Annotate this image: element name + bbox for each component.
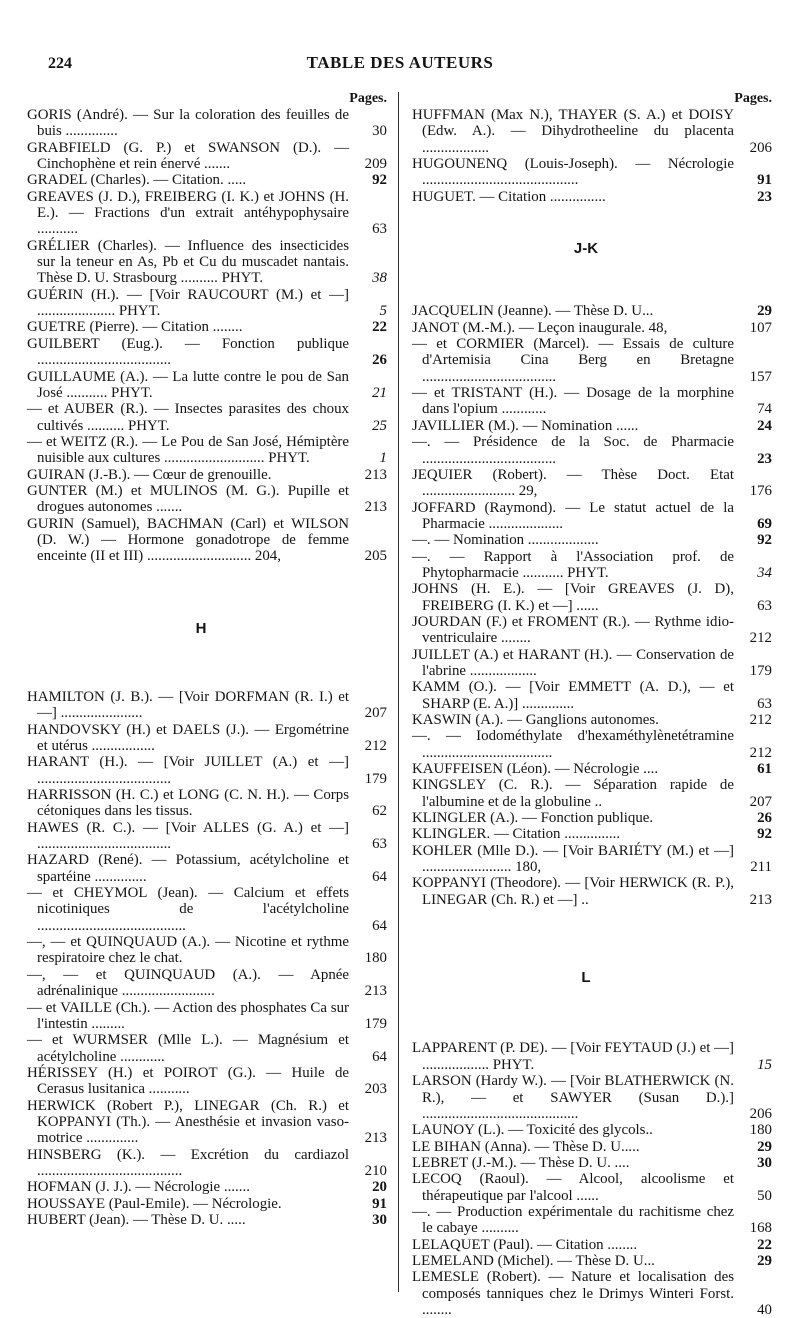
pages-label-left: Pages. xyxy=(349,91,387,106)
entry-text: GRADEL (Charles). — Citation. ..... xyxy=(27,172,247,189)
index-entry xyxy=(412,1171,772,1204)
entry-text: GRABFIELD (G. P.) et SWANSON (D.). — Cinchophène et rein énervé ....... xyxy=(27,139,349,173)
index-entry xyxy=(412,777,772,810)
entry-page-number: 63 xyxy=(372,221,387,238)
index-entry xyxy=(412,1040,772,1073)
entry-text: HOUSSAYE (Paul-Emile). — Nécrologie. xyxy=(27,1195,282,1212)
entry-page-number: 207 xyxy=(749,793,772,810)
entry-page-number: 5 xyxy=(379,303,387,320)
index-entry xyxy=(27,172,387,189)
entry-text: GUILBERT (Eug.). — Fonction publique .................................... xyxy=(27,335,349,369)
entry-page-number: 180 xyxy=(364,950,387,967)
index-entry xyxy=(412,761,772,778)
entry-text: HOFMAN (J. J.). — Nécrologie ....... xyxy=(27,1179,250,1196)
index-entry xyxy=(412,842,772,876)
entry-text: —. — Iodométhylate d'hexaméthylènetétramine ................................... xyxy=(412,728,734,761)
left-column xyxy=(27,91,387,1228)
entry-page-number: 92 xyxy=(757,826,772,843)
entry-page-number: 176 xyxy=(749,483,772,500)
entry-text: LAPPARENT (P. DE). — [Voir FEYTAUD (J.) et —] .................. PHYT. xyxy=(412,1040,734,1073)
index-entry xyxy=(27,1146,387,1180)
entry-text: HAMILTON (J. B.). — [Voir DORFMAN (R. I.) et —] ...................... xyxy=(27,688,349,722)
index-entry xyxy=(412,107,772,156)
entry-text: — et WURMSER (Mlle L.). — Magnésium et acétylcholine ............ xyxy=(27,1032,349,1065)
index-entry xyxy=(412,679,772,712)
entry-text: GRÉLIER (Charles). — Influence des insecticides sur la teneur en As, Pb et Cu du muscadet nantais. Thèse D. U. Strasbourg .......... PHYT. xyxy=(27,237,349,287)
entry-page-number: 25 xyxy=(372,417,387,434)
entry-text: JAVILLIER (M.). — Nomination ...... xyxy=(412,417,639,434)
entry-text: JOURDAN (F.) et FROMENT (R.). — Rythme idio-ventriculaire ........ xyxy=(412,613,734,647)
entry-text: — et CHEYMOL (Jean). — Calcium et effets nicotiniques de l'acétylcholine ........................................ xyxy=(27,885,349,934)
index-entry xyxy=(412,434,772,467)
entry-page-number: 64 xyxy=(372,917,387,934)
entry-text: KINGSLEY (C. R.). — Séparation rapide de l'albumine et de la globuline .. xyxy=(412,777,734,810)
index-entry xyxy=(412,1073,772,1122)
entry-page-number: 22 xyxy=(757,1236,772,1253)
entry-page-number: 206 xyxy=(749,139,772,156)
entry-page-number: 24 xyxy=(757,417,772,434)
entry-page-number: 211 xyxy=(750,859,772,876)
index-entry xyxy=(412,188,772,205)
index-entry xyxy=(27,819,387,853)
entry-text: HANDOVSKY (H.) et DAELS (J.). — Ergométrine et utérus ................. xyxy=(27,721,349,754)
index-entry xyxy=(27,1179,387,1196)
index-entry xyxy=(27,237,387,287)
entry-page-number: 213 xyxy=(364,983,387,1000)
index-entry xyxy=(27,1064,387,1098)
index-entry xyxy=(412,728,772,761)
entry-text: KAMM (O.). — [Voir EMMETT (A. D.), — et SHARP (E. A.)] .............. xyxy=(412,679,734,712)
entry-page-number: 157 xyxy=(749,368,772,385)
entry-text: —. — Présidence de la Soc. de Pharmacie .................................... xyxy=(412,434,734,467)
entry-page-number: 15 xyxy=(757,1056,772,1073)
entries-h-continued xyxy=(412,107,772,205)
entry-text: HUGOUNENQ (Louis-Joseph). — Nécrologie .......................................... xyxy=(412,156,734,189)
index-entry xyxy=(412,1252,772,1269)
entry-text: JANOT (M.-M.). — Leçon inaugurale. 48, xyxy=(412,319,668,336)
entries-jk xyxy=(412,303,772,908)
pages-label-right: Pages. xyxy=(734,91,772,106)
entry-text: — et CORMIER (Marcel). — Essais de culture d'Artemisia Cina Berg en Bretagne .................................... xyxy=(412,336,734,385)
entry-text: JOHNS (H. E.). — [Voir GREAVES (J. D), FREIBERG (I. K.) et —] ...... xyxy=(412,581,734,614)
entry-page-number: 179 xyxy=(749,662,772,679)
index-entry xyxy=(412,810,772,827)
entry-page-number: 38 xyxy=(372,270,387,287)
entry-page-number: 212 xyxy=(749,744,772,761)
entries-h xyxy=(27,688,387,1228)
entry-page-number: 61 xyxy=(757,761,772,778)
entry-page-number: 23 xyxy=(757,188,772,205)
index-entry xyxy=(412,1138,772,1155)
entry-page-number: 23 xyxy=(757,450,772,467)
entry-page-number: 203 xyxy=(364,1081,387,1098)
index-entry xyxy=(27,999,387,1033)
index-entry xyxy=(412,1236,772,1253)
entry-page-number: 179 xyxy=(364,1015,387,1032)
right-column xyxy=(412,91,772,1318)
index-entry xyxy=(412,1203,772,1237)
entry-page-number: 213 xyxy=(749,891,772,908)
entry-page-number: 69 xyxy=(757,515,772,532)
index-entry xyxy=(412,417,772,434)
index-entry xyxy=(27,139,387,173)
index-entry xyxy=(412,548,772,582)
entry-text: HAWES (R. C.). — [Voir ALLES (G. A.) et —] .................................... xyxy=(27,819,349,853)
entry-page-number: 64 xyxy=(372,1048,387,1065)
entry-text: GUETRE (Pierre). — Citation ........ xyxy=(27,319,243,336)
entry-text: — et AUBER (R.). — Insectes parasites des choux cultivés .......... PHYT. xyxy=(27,401,349,434)
entry-text: LEMESLE (Robert). — Nature et localisation des composés tanniques chez le Drimys Winteri Forst. ........ xyxy=(412,1269,734,1318)
entry-page-number: 1 xyxy=(379,450,387,467)
index-entry xyxy=(412,156,772,189)
index-entry xyxy=(412,532,772,549)
entry-text: HARANT (H.). — [Voir JUILLET (A.) et —] .................................... xyxy=(27,754,349,787)
index-entry xyxy=(412,466,772,500)
entry-text: JUILLET (A.) et HARANT (H.). — Conservation de l'abrine .................. xyxy=(412,646,734,679)
section-heading-jk: J-K xyxy=(573,240,599,258)
entry-text: JEQUIER (Robert). — Thèse Doct. Etat ......................... 29, xyxy=(412,466,734,500)
entry-page-number: 209 xyxy=(364,156,387,173)
entry-text: — et WEITZ (R.). — Le Pou de San José, Hémiptère nuisible aux cultures ........................... PHYT. xyxy=(27,433,349,467)
index-entry xyxy=(27,688,387,722)
index-entry xyxy=(27,368,387,402)
entry-page-number: 26 xyxy=(372,352,387,369)
index-entry xyxy=(27,286,387,320)
entry-page-number: 213 xyxy=(364,466,387,483)
entry-page-number: 207 xyxy=(364,705,387,722)
index-entry xyxy=(27,482,387,516)
index-entry xyxy=(27,1097,387,1147)
entry-page-number: 179 xyxy=(364,770,387,787)
entry-text: —. — Nomination ................... xyxy=(412,532,599,549)
index-entry xyxy=(27,721,387,755)
entry-page-number: 92 xyxy=(372,172,387,189)
entry-text: HAZARD (René). — Potassium, acétylcholine et spartéine .............. xyxy=(27,852,349,885)
entry-text: HUGUET. — Citation ............... xyxy=(412,188,606,205)
index-entry xyxy=(27,188,387,238)
entry-page-number: 91 xyxy=(372,1195,387,1212)
page-title: TABLE DES AUTEURS xyxy=(306,53,494,72)
entry-page-number: 30 xyxy=(372,123,387,140)
entry-text: GUNTER (M.) et MULINOS (M. G.). Pupille et drogues autonomes ....... xyxy=(27,482,349,516)
entry-text: — et VAILLE (Ch.). — Action des phosphates Ca sur l'intestin ......... xyxy=(27,999,349,1032)
entry-text: GREAVES (J. D.), FREIBERG (I. K.) et JOHNS (H. E.). — Fractions d'un extrait antéhypophysaire ........... xyxy=(27,188,349,238)
entry-text: LEMELAND (Michel). — Thèse D. U... xyxy=(412,1252,655,1269)
entry-page-number: 212 xyxy=(749,630,772,647)
page-number: 224 xyxy=(48,55,72,72)
entry-text: JOFFARD (Raymond). — Le statut actuel de la Pharmacie .................... xyxy=(412,499,734,532)
entry-text: HUBERT (Jean). — Thèse D. U. ..... xyxy=(27,1211,246,1228)
entry-page-number: 212 xyxy=(364,738,387,754)
entry-text: KOPPANYI (Theodore). — [Voir HERWICK (R. P.), LINEGAR (Ch. R.) et —] .. xyxy=(412,875,734,908)
index-entry xyxy=(27,466,387,483)
entry-text: HINSBERG (K.). — Excrétion du cardiazol ....................................... xyxy=(27,1146,349,1179)
entry-page-number: 30 xyxy=(757,1154,772,1171)
entry-page-number: 92 xyxy=(757,532,772,549)
entry-page-number: 40 xyxy=(757,1301,772,1318)
index-entry xyxy=(412,499,772,533)
index-entry xyxy=(27,515,387,565)
entry-page-number: 212 xyxy=(749,712,772,728)
entry-text: —. — Production expérimentale du rachitisme chez le cabaye .......... xyxy=(412,1203,734,1237)
column-divider xyxy=(398,92,399,1292)
entry-page-number: 34 xyxy=(757,564,772,581)
entry-page-number: 91 xyxy=(757,172,772,189)
entry-text: —, — et QUINQUAUD (A.). — Apnée adrénalinique ......................... xyxy=(27,966,349,1000)
entry-page-number: 213 xyxy=(364,499,387,516)
entry-text: GUILLAUME (A.). — La lutte contre le pou de San José ........... PHYT. xyxy=(27,368,349,401)
index-entry xyxy=(27,966,387,1000)
index-entry xyxy=(412,1269,772,1318)
index-entry xyxy=(27,852,387,885)
index-entry xyxy=(27,934,387,967)
entry-page-number: 20 xyxy=(372,1179,387,1196)
entry-text: GUÉRIN (H.). — [Voir RAUCOURT (M.) et —] ..................... PHYT. xyxy=(27,286,349,320)
entry-text: KOHLER (Mlle D.). — [Voir BARIÉTY (M.) et —] ........................ 180, xyxy=(412,842,734,876)
entry-text: LELAQUET (Paul). — Citation ........ xyxy=(412,1236,638,1253)
entry-page-number: 62 xyxy=(372,803,387,820)
index-entry xyxy=(412,613,772,647)
entry-text: HUFFMAN (Max N.), THAYER (S. A.) et DOISY (Edw. A.). — Dihydrotheeline du placenta .................. xyxy=(412,107,734,156)
index-entry xyxy=(27,335,387,369)
entry-page-number: 168 xyxy=(749,1220,772,1237)
entry-text: LECOQ (Raoul). — Alcool, alcoolisme et thérapeutique par l'alcool ...... xyxy=(412,1171,734,1204)
section-heading-h: H xyxy=(195,619,207,637)
entry-page-number: 210 xyxy=(364,1162,387,1179)
index-entry xyxy=(412,1122,772,1139)
entry-text: KAUFFEISEN (Léon). — Nécrologie .... xyxy=(412,761,659,778)
entry-text: LAUNOY (L.). — Toxicité des glycols.. xyxy=(412,1122,653,1139)
index-entry xyxy=(27,787,387,820)
entry-page-number: 205 xyxy=(364,548,387,565)
entry-page-number: 30 xyxy=(372,1211,387,1228)
entry-page-number: 63 xyxy=(757,695,772,712)
entries-g xyxy=(27,107,387,565)
index-entry xyxy=(412,336,772,385)
entry-page-number: 22 xyxy=(372,319,387,336)
index-entry xyxy=(27,1211,387,1228)
entry-text: HERWICK (Robert P.), LINEGAR (Ch. R.) et KOPPANYI (Th.). — Anesthésie et invasion vaso-motrice .............. xyxy=(27,1097,349,1147)
entry-text: JACQUELIN (Jeanne). — Thèse D. U... xyxy=(412,303,654,320)
entry-text: HÉRISSEY (H.) et POIROT (G.). — Huile de Cerasus lusitanica ........... xyxy=(27,1064,349,1098)
entry-text: LEBRET (J.-M.). — Thèse D. U. .... xyxy=(412,1154,630,1171)
index-entry xyxy=(27,433,387,467)
index-entry xyxy=(27,885,387,934)
entry-page-number: 29 xyxy=(757,1252,772,1269)
index-entry xyxy=(27,754,387,787)
section-heading-l: L xyxy=(581,969,591,987)
entry-page-number: 21 xyxy=(372,384,387,401)
entry-page-number: 26 xyxy=(757,810,772,827)
entry-page-number: 63 xyxy=(372,836,387,853)
index-entry xyxy=(27,1195,387,1212)
index-entry xyxy=(412,319,772,336)
entry-page-number: 64 xyxy=(372,868,387,885)
entry-page-number: 213 xyxy=(364,1130,387,1147)
entry-text: GORIS (André). — Sur la coloration des feuilles de buis .............. xyxy=(27,107,349,140)
index-entry xyxy=(412,826,772,843)
entry-page-number: 74 xyxy=(757,401,772,418)
entry-text: HARRISSON (H. C.) et LONG (C. N. H.). — Corps cétoniques dans les tissus. xyxy=(27,787,349,820)
entry-text: KLINGLER. — Citation ............... xyxy=(412,826,621,843)
entry-text: KLINGLER (A.). — Fonction publique. xyxy=(412,810,654,827)
entries-l xyxy=(412,1040,772,1318)
entry-text: — et TRISTANT (H.). — Dosage de la morphine dans l'opium ............ xyxy=(412,385,734,418)
index-entry xyxy=(27,319,387,336)
index-entry xyxy=(412,581,772,614)
index-entry xyxy=(27,401,387,434)
index-entry xyxy=(412,303,772,320)
entry-page-number: 50 xyxy=(757,1187,772,1204)
entry-text: GUIRAN (J.-B.). — Cœur de grenouille. xyxy=(27,466,272,483)
entry-page-number: 180 xyxy=(749,1122,772,1139)
entry-text: —, — et QUINQUAUD (A.). — Nicotine et rythme respiratoire chez le chat. xyxy=(27,934,349,967)
entry-text: GURIN (Samuel), BACHMAN (Carl) et WILSON (D. W.) — Hormone gonadotrope de femme enceinte (II et III) ............................ 204, xyxy=(27,515,349,565)
entry-page-number: 206 xyxy=(749,1105,772,1122)
entry-text: LARSON (Hardy W.). — [Voir BLATHERWICK (N. R.), — et SAWYER (Susan D.).] .......................................... xyxy=(412,1073,734,1122)
entry-page-number: 63 xyxy=(757,597,772,614)
index-entry xyxy=(412,385,772,418)
entry-text: KASWIN (A.). — Ganglions autonomes. xyxy=(412,712,659,728)
index-entry xyxy=(412,646,772,680)
index-entry xyxy=(27,1032,387,1065)
entry-text: LE BIHAN (Anna). — Thèse D. U..... xyxy=(412,1138,640,1155)
index-entry xyxy=(412,712,772,728)
entry-page-number: 107 xyxy=(749,319,772,336)
entry-text: —. — Rapport à l'Association prof. de Phytopharmacie ........... PHYT. xyxy=(412,548,734,581)
index-entry xyxy=(412,875,772,908)
index-entry xyxy=(412,1154,772,1171)
entry-page-number: 29 xyxy=(757,1138,772,1155)
index-entry xyxy=(27,107,387,140)
entry-page-number: 29 xyxy=(757,303,772,320)
